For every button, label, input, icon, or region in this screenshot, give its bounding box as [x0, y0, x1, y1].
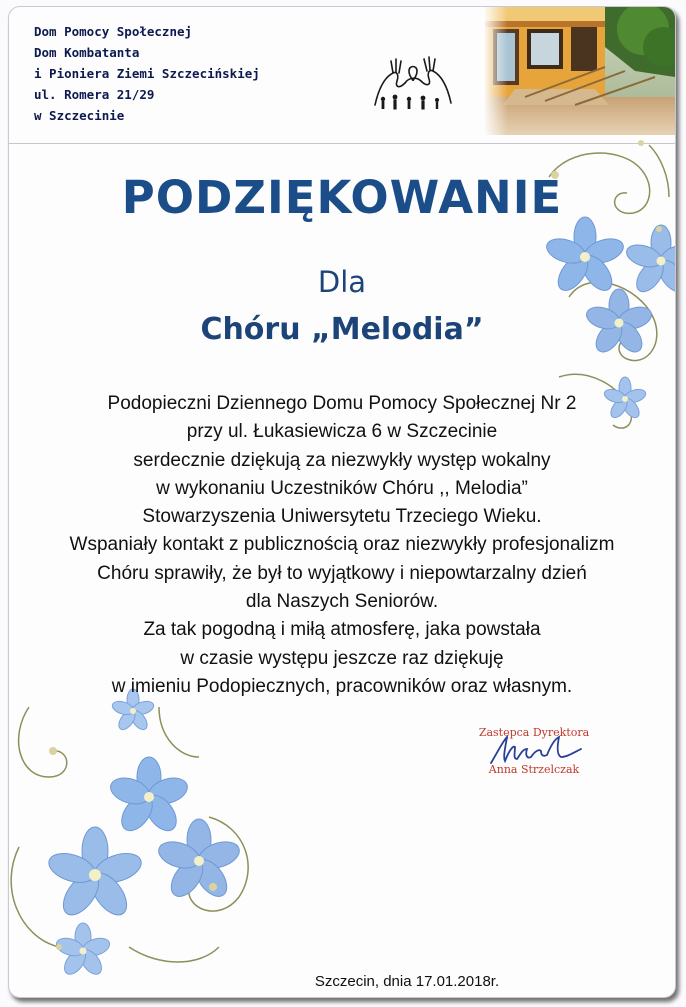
body-line: Stowarzyszenia Uniwersytetu Trzeciego Wieku.: [142, 506, 542, 528]
signature-stamp: [469, 723, 599, 779]
document-title: PODZIĘKOWANIE: [121, 171, 563, 224]
recipient-name: Chóru „Melodia”: [200, 312, 484, 347]
body-line: Chóru sprawiły, że był to wyjątkowy i niepowtarzalny dzień: [97, 562, 587, 584]
body-line: dla Naszych Seniorów.: [245, 591, 439, 613]
body-line: Wspaniały kontakt z publicznością oraz niezwykły profesjonalizm: [69, 534, 615, 556]
dedication-prefix: Dla: [317, 265, 367, 299]
address-line: Dom Pomocy Społecznej: [34, 24, 193, 39]
building-photo: [485, 7, 675, 135]
stamp-name: Anna Strzelczak: [488, 763, 580, 776]
body-line: w imieniu Podopiecznych, pracowników oraz własnym.: [111, 675, 573, 697]
body-line: w wykonaniu Uczestników Chóru ,, Melodia”: [156, 477, 528, 499]
address-line: w Szczecinie: [34, 108, 125, 123]
stamp-title: Zastępca Dyrektora: [478, 726, 590, 739]
address-line: i Pioniera Ziemi Szczecińskiej: [34, 66, 260, 81]
body-line: Za tak pogodną i miłą atmosferę, jaka powstała: [143, 619, 541, 641]
institution-address: [34, 21, 260, 126]
address-line: ul. Romera 21/29: [34, 87, 155, 102]
letterhead: [9, 7, 675, 147]
body-line: serdecznie dziękują za niezwykły występ wokalny: [133, 449, 551, 471]
address-line: Dom Kombatanta: [34, 45, 140, 60]
body-line: Podopieczni Dziennego Domu Pomocy Społecznej Nr 2: [107, 393, 577, 414]
certificate-frame: [8, 6, 676, 998]
body-line: w czasie występu jeszcze raz dziękuję: [180, 647, 504, 669]
body-line: przy ul. Łukasiewicza 6 w Szczecinie: [186, 421, 498, 443]
letter-body: [27, 390, 657, 701]
signature-icon: [491, 737, 581, 763]
issue-date: Szczecin, dnia 17.01.2018r.: [314, 973, 500, 990]
hands-logo-icon: [365, 53, 461, 117]
